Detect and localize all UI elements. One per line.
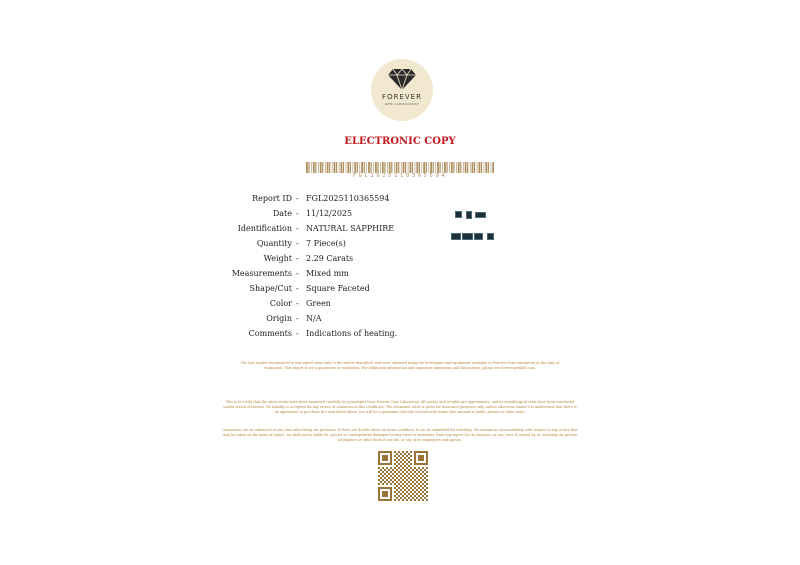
stone [475, 212, 486, 218]
disclaimer-liability: Gemstones can be enhanced at any time after living our premises. If there are doubts about an items condition, it can be submitted for retesting. We assume no accountability with respect to any action that may be taken on the basis of report, we shall not be liable for special or consequential damages for any error or omissions, from any report for its issuance, or use, even if caused by, or resulting the proven negligence or other fault of our lab, or any of its employees and agents. [222, 428, 578, 442]
field-row [200, 329, 460, 344]
logo-subtitle: GEM LABORATORY [384, 102, 420, 106]
field-separator: - [296, 209, 299, 218]
field-separator: - [296, 284, 299, 293]
stone [487, 233, 494, 240]
field-value: FGL2025110365594 [306, 194, 390, 203]
field-value: Indications of heating. [306, 329, 398, 338]
field-value: Mixed mm [306, 269, 349, 278]
field-value: Green [306, 299, 331, 308]
document-title: ELECTRONIC COPY [344, 136, 456, 147]
disclaimer-verification: This is to verify that the above items have been examined carefully by gemologist from Forever Gem Laboratory. All grades and weights are approximate, and no metallurgical tests have been conducted unless stated otherwise. No liability is accepted for any errors or omissions in this certificate. The estimated value is given for insurance purposes only, unless otherwise stated it is understood that there is an agreement to purchase the item listed above, nor will be a guarantee that the set item will realize this amount at public private or other sales. [223, 400, 577, 414]
field-row [200, 239, 460, 254]
field-label: Weight [263, 254, 292, 263]
field-value: NATURAL SAPPHIRE [306, 224, 395, 233]
field-value: 2.29 Carats [306, 254, 354, 263]
field-separator: - [296, 299, 299, 308]
field-row [200, 254, 460, 269]
field-value: Square Faceted [306, 284, 370, 293]
field-label: Identification [237, 224, 292, 233]
field-value: 7 Piece(s) [306, 239, 346, 248]
disclaimer-results: The test results documented in this report refer only to the article described, and were obtained using the techniques and equipment available to Forever Gem Laboratory at the time of evaluation. This report is not a guarantee or evaluation. For additional information and important limitations and disclaimers, please see forevergemlab.com. [240, 361, 560, 370]
field-row [200, 194, 460, 209]
field-separator: - [296, 269, 299, 278]
field-separator: - [296, 329, 299, 338]
field-row [200, 224, 460, 239]
field-label: Origin [266, 314, 292, 323]
barcode-number: FGL2025110365594 [352, 173, 448, 179]
field-row [200, 284, 460, 299]
barcode [306, 162, 494, 173]
field-separator: - [296, 314, 299, 323]
diamond-icon [387, 67, 417, 91]
lab-logo [371, 59, 433, 121]
stone [455, 211, 462, 218]
field-label: Shape/Cut [249, 284, 292, 293]
stone [462, 233, 473, 240]
field-label: Quantity [256, 239, 292, 248]
field-label: Measurements [231, 269, 292, 278]
field-separator: - [296, 194, 299, 203]
field-separator: - [296, 224, 299, 233]
stone [451, 233, 461, 240]
field-label: Report ID [252, 194, 292, 203]
stone [466, 211, 472, 219]
field-label: Color [269, 299, 292, 308]
logo-name: FOREVER [382, 93, 422, 101]
field-label: Date [272, 209, 292, 218]
field-value: N/A [306, 314, 322, 323]
field-label: Comments [248, 329, 292, 338]
field-separator: - [296, 239, 299, 248]
field-row [200, 314, 460, 329]
field-value: 11/12/2025 [306, 209, 353, 218]
qr-code [378, 451, 428, 501]
field-row [200, 209, 460, 224]
stone [474, 233, 483, 240]
field-separator: - [296, 254, 299, 263]
field-row [200, 269, 460, 284]
field-row [200, 299, 460, 314]
